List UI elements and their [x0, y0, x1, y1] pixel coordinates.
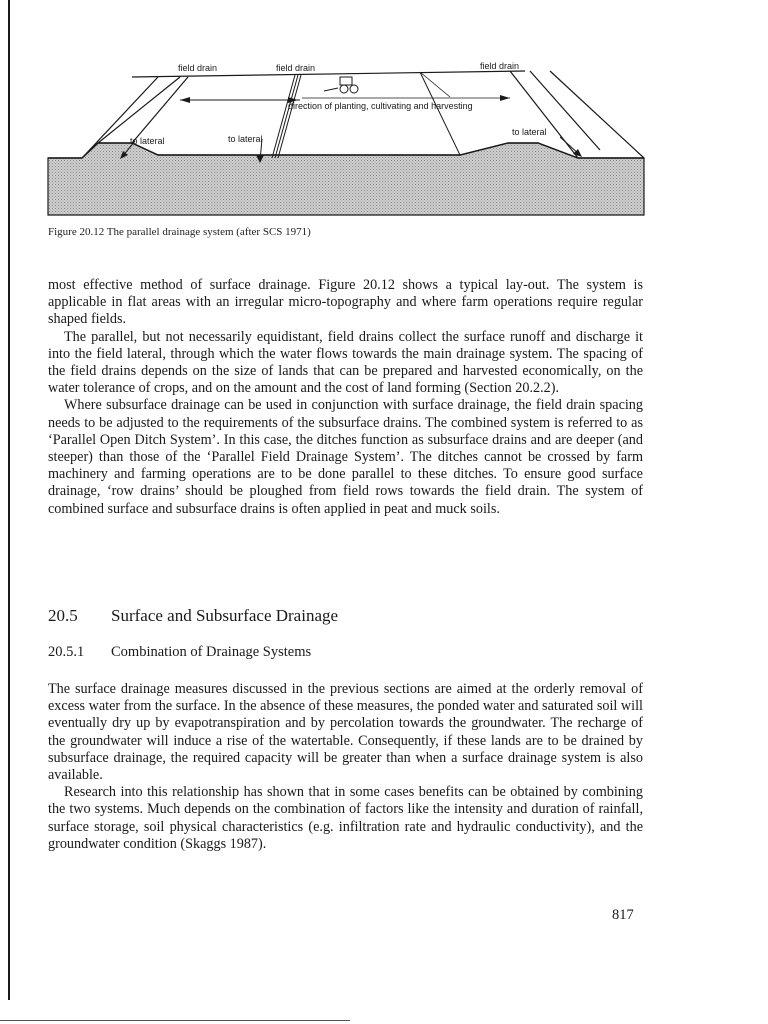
subsection-heading — [48, 644, 311, 661]
label-to-lateral-right: to lateral — [512, 127, 547, 137]
right-field-line-2 — [420, 72, 450, 97]
page-edge-line — [8, 0, 10, 1000]
middle-drain-line-2 — [275, 75, 298, 158]
middle-drain-line-3 — [278, 75, 301, 158]
soil-cross-section — [48, 143, 644, 215]
paragraph: most effective method of surface drainage. Figure 20.12 shows a typical lay-out. The system is applicable in flat areas with an irregular micro-topography and where farm operations require regular shaped fields. — [48, 277, 643, 328]
section-heading — [48, 606, 338, 626]
section-number: 20.5 — [48, 606, 78, 625]
label-to-lateral-middle: to lateral — [228, 134, 263, 144]
label-direction: direction of planting, cultivating and harvesting — [288, 101, 473, 111]
parallel-drainage-figure — [40, 55, 650, 220]
paragraph: Where subsurface drainage can be used in conjunction with surface drainage, the field drain spacing needs to be adjusted to the requirements of the subsurface drains. The combined system is referred to as ‘Parallel Open Ditch System’. In this case, the ditches function as subsurface drains and are deeper (and steeper) than those of the ‘Parallel Field Drainage System’. The ditches cannot be crossed by farm machinery and farming operations are to be done parallel to these ditches. To ensure good surface drainage, ‘row drains’ should be ploughed from field rows towards the field drain. The system of combined surface and subsurface drains is often applied in peat and muck soils. — [48, 397, 643, 517]
left-drain-bank-2 — [98, 77, 180, 143]
tractor-icon — [324, 77, 358, 93]
subsection-title: Combination of Drainage Systems — [111, 644, 312, 660]
section-title: Surface and Subsurface Drainage — [111, 606, 339, 625]
left-drain-bank-3 — [132, 77, 188, 143]
label-field-drain-left: field drain — [178, 63, 218, 73]
page-number: 817 — [612, 907, 634, 923]
bottom-rule — [0, 1020, 350, 1021]
paragraph: The surface drainage measures discussed in the previous sections are aimed at the orderly removal of excess water from the surface. In the absence of these measures, the ponded water and saturated soil will eventually dry up by evapotranspiration and by percolation towards the groundwater. The recharge of the groundwater will induce a rise of the watertable. Consequently, if these lands are to be drained by subsurface drainage, the required capacity will be greater than when a surface drainage system is also available. — [48, 681, 643, 784]
figure-caption: Figure 20.12 The parallel drainage system (after SCS 1971) — [48, 226, 311, 238]
right-drain-bank-3 — [550, 71, 644, 158]
paragraph: Research into this relationship has shown that in some cases benefits can be obtained by combining the two systems. Much depends on the combination of factors like the intensity and duration of rainfall, surface storage, soil physical characteristics (e.g. infiltration rate and hydraulic conductivity), and the groundwater condition (Skaggs 1987). — [48, 784, 643, 852]
label-field-drain-right: field drain — [480, 61, 520, 71]
right-field-line-1 — [420, 72, 460, 155]
direction-arrowhead-left — [180, 97, 190, 103]
body-text-bottom — [48, 681, 643, 853]
middle-drain-line-1 — [272, 75, 295, 158]
subsection-number: 20.5.1 — [48, 644, 85, 660]
body-text-top — [48, 277, 643, 518]
direction-arrowhead-far — [500, 95, 510, 101]
label-to-lateral-left: to lateral — [130, 136, 165, 146]
label-field-drain-middle: field drain — [276, 63, 316, 73]
paragraph: The parallel, but not necessarily equidistant, field drains collect the surface runoff and discharge it into the field lateral, through which the water flows towards the main drainage system. The spacing of the field drains depends on the size of lands that can be prepared and harvested economically, on the water tolerance of crops, and on the amount and the cost of land forming (Section 20.2.2). — [48, 328, 643, 397]
